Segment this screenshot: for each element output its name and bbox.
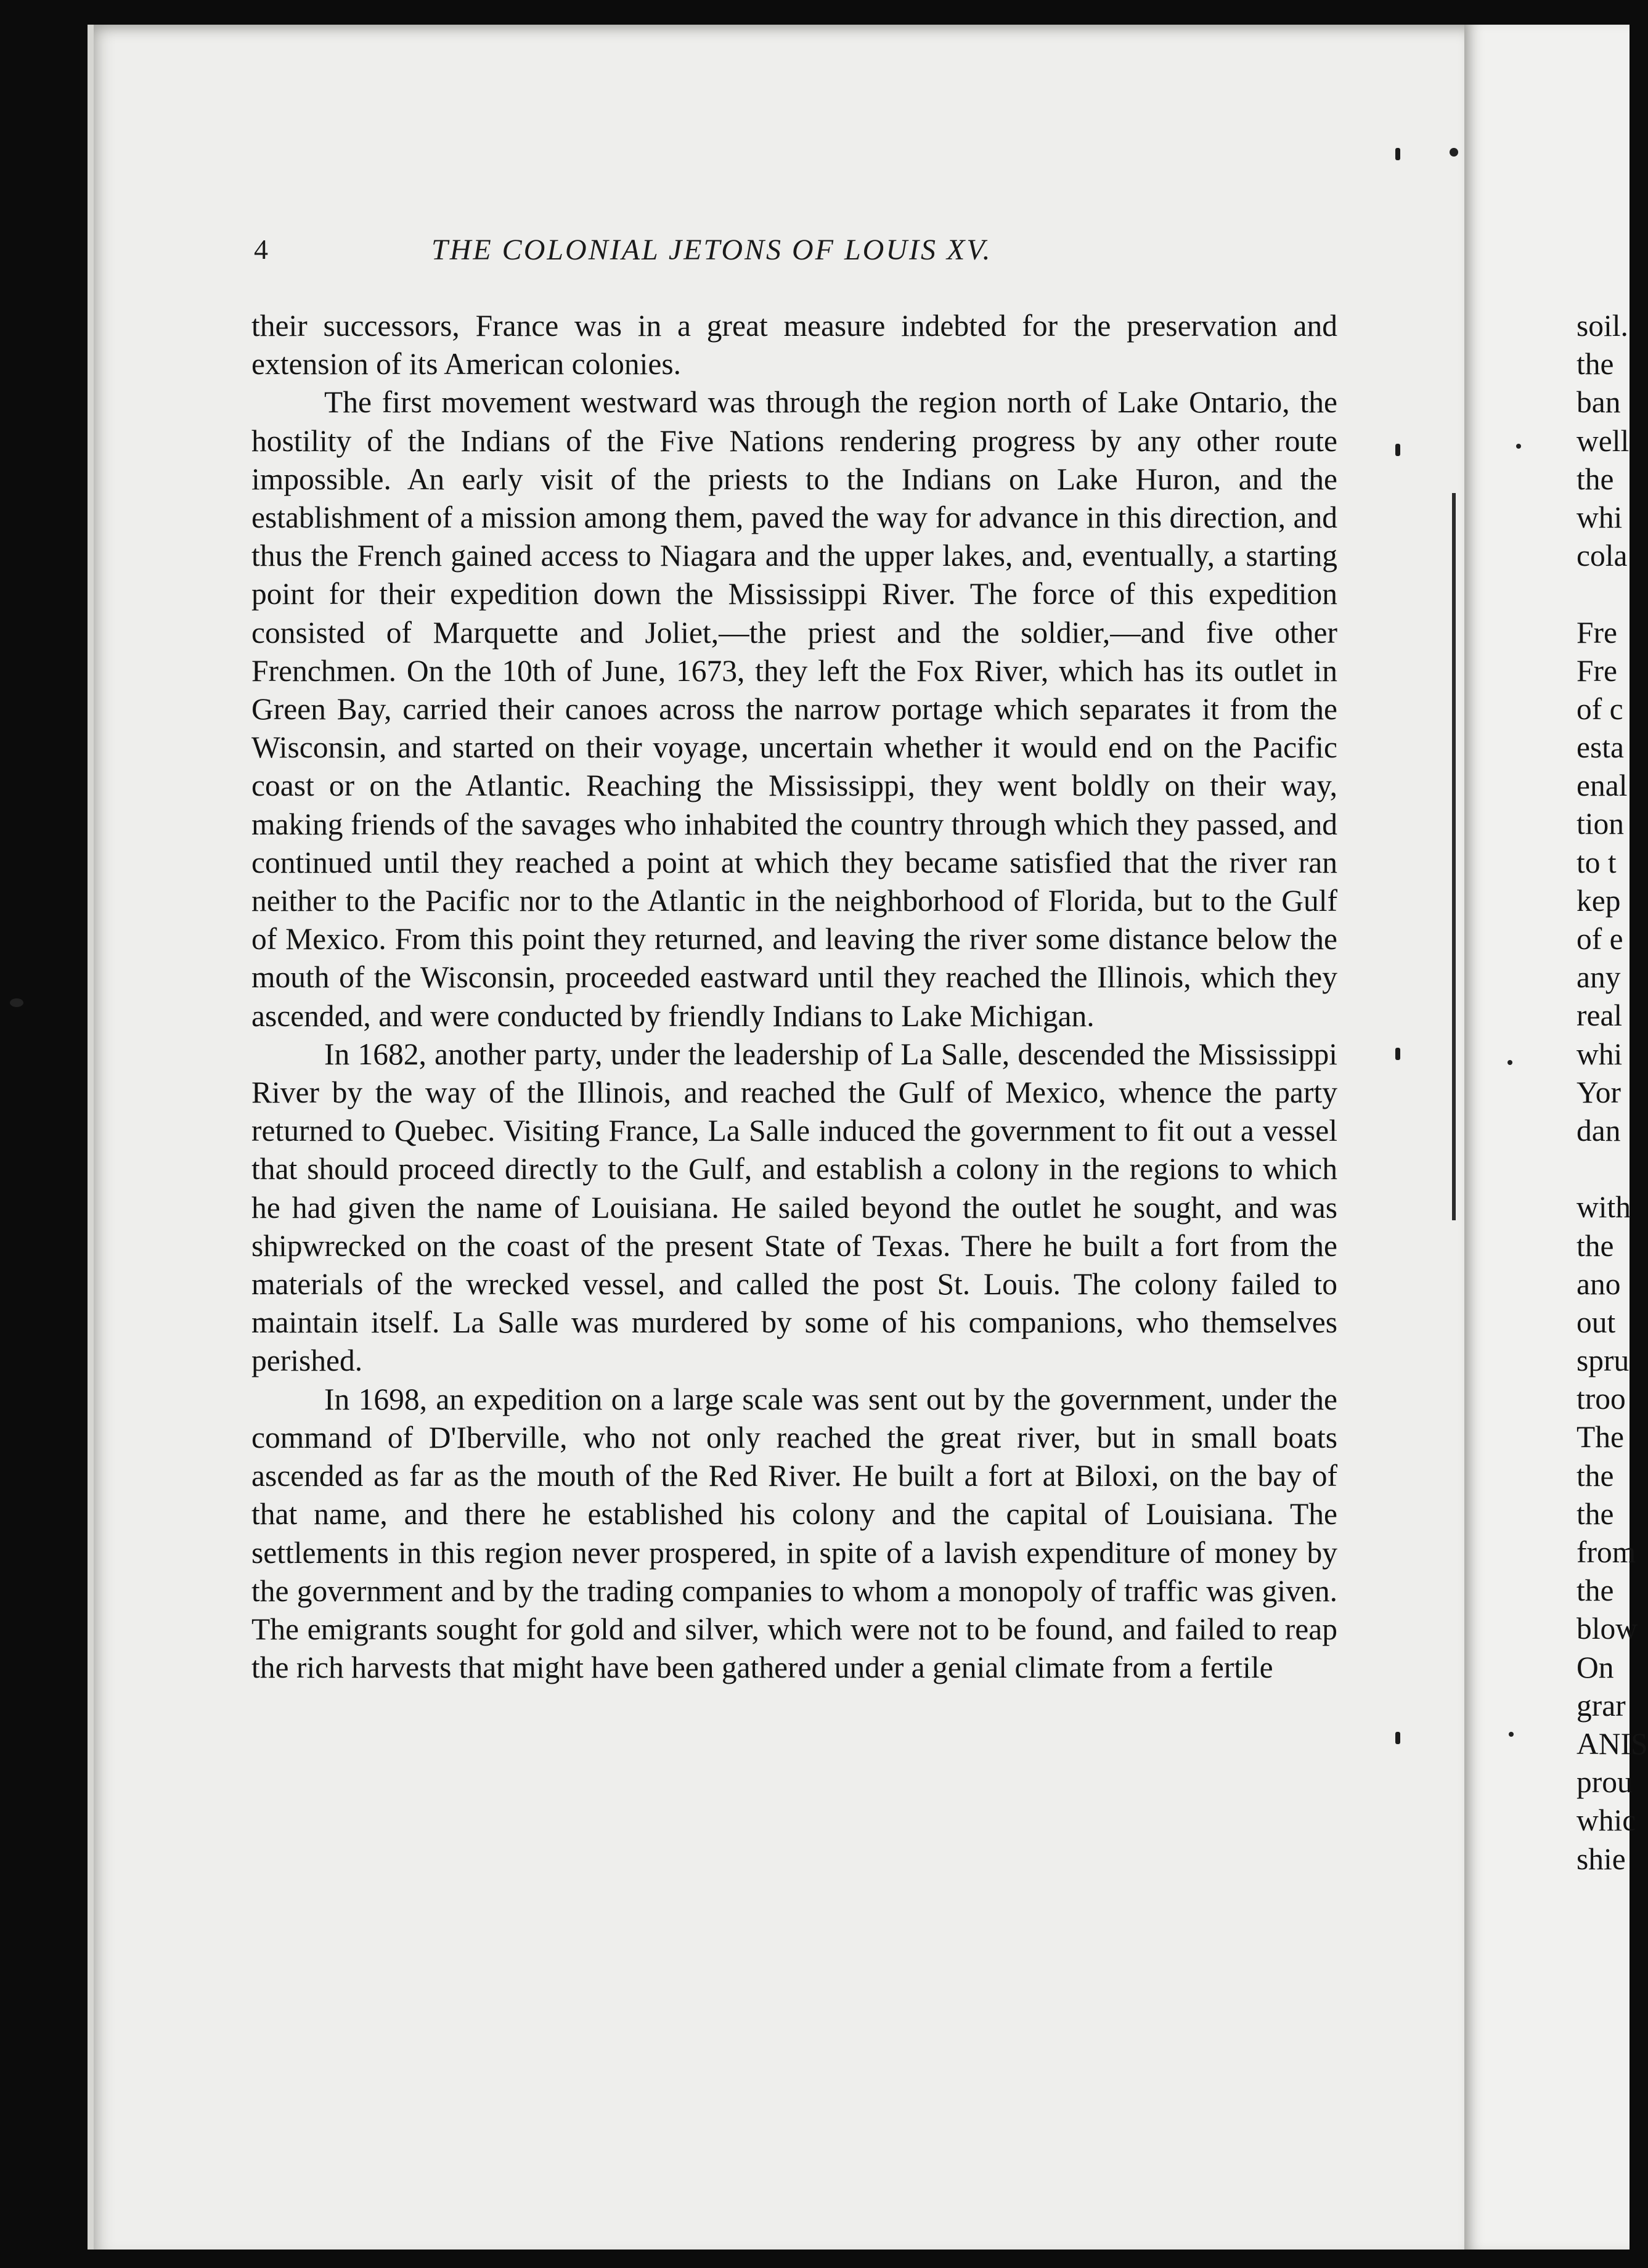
right-page-line: esta <box>1577 730 1624 765</box>
right-page-line: to t <box>1577 845 1617 879</box>
right-page-line: Fre <box>1577 653 1617 688</box>
right-page-line: troo <box>1577 1382 1626 1416</box>
right-page-line: any <box>1577 960 1621 995</box>
right-page-line: spru <box>1577 1344 1630 1378</box>
paragraph: their successors, France was in a great measure indebted for the preservation and extension of its American colonies. <box>251 309 1337 381</box>
right-page-line: the <box>1577 1458 1614 1493</box>
paragraph: In 1682, another party, under the leadership of La Salle, descended the Mississippi River by the way of the Illinois, and reached the Gulf of Mexico, whence the party returned to Quebec. Visiting France, La Salle induced the government to fit out a vessel that should proceed directly to the Gulf, and establish a colony in the regions to which he had given the name of Louisiana. He sailed beyond the outlet he sought, and was shipwrecked on the coast of the present State of Texas. There he built a fort from the materials of the wrecked vessel, and called the post St. Louis. The colony failed to maintain itself. La Salle was murdered by some of his companions, who themselves perished. <box>251 1037 1337 1378</box>
right-page-line: ANIS <box>1577 1726 1648 1761</box>
right-page-line: of c <box>1577 691 1623 726</box>
paragraph: The first movement westward was through the region north of Lake Ontario, the hostility of the Indians of the Five Nations rendering progress by any other route impossible. An early visit of the priests to the Indians on Lake Huron, and the establishment of a mission among them, paved the way for advance in this direction, and thus the French gained access to Niagara and the upper lakes, and, eventually, a starting point for their expedition down the Mississippi River. The force of this expedition consisted of Marquette and Joliet,—the priest and the soldier,—and five other Frenchmen. On the 10th of June, 1673, they left the Fox River, which has its outlet in Green Bay, carried their canoes across the narrow portage which separates it from the Wisconsin, and started on their voyage, uncertain whether it would end on the Pacific coast or on the Atlantic. Reaching the Mississippi, they went boldly on their way, making friends of the savages who inhabited the country through which they passed, and continued until they reached a point at which they became satisfied that the river ran neither to the Pacific nor to the Atlantic in the neighborhood of Florida, but to the Gulf of Mexico. From this point they returned, and leaving the river some distance below the mouth of the Wisconsin, proceeded eastward until they reached the Illinois, which they ascended, and were conducted by friendly Indians to Lake Michigan. <box>251 385 1337 1033</box>
right-page-line: with <box>1577 1190 1631 1225</box>
gutter-mark <box>1395 148 1400 160</box>
right-page-line: ano <box>1577 1267 1621 1301</box>
right-page-line: the <box>1577 1228 1614 1263</box>
gutter-mark <box>1395 444 1400 456</box>
right-page-line: the <box>1577 462 1614 496</box>
right-page-line <box>1577 1150 1632 1188</box>
right-page-line: The <box>1577 1420 1624 1454</box>
right-page-line: the <box>1577 347 1614 381</box>
right-page-line: enal <box>1577 769 1628 803</box>
running-head: THE COLONIAL JETONS OF LOUIS XV. <box>431 234 992 266</box>
right-page-line: whic <box>1577 1803 1636 1838</box>
gutter-mark <box>1395 1048 1400 1060</box>
right-page-line: the <box>1577 1496 1614 1531</box>
scan-speck <box>1516 444 1521 449</box>
right-page-line: prou <box>1577 1765 1633 1800</box>
binding-gutter <box>1452 493 1456 1220</box>
right-page-line: shie <box>1577 1842 1626 1876</box>
scan-speck <box>1507 1060 1512 1065</box>
right-page-line: well <box>1577 423 1630 458</box>
right-page-line: the <box>1577 1573 1614 1608</box>
right-page-line: whi <box>1577 500 1623 534</box>
right-page-line: of e <box>1577 922 1623 956</box>
scan-speck <box>10 998 23 1007</box>
right-page-line: dan <box>1577 1113 1621 1148</box>
scan-speck <box>1509 1732 1514 1737</box>
gutter-mark <box>1395 1732 1400 1744</box>
right-page-line: On <box>1577 1650 1614 1684</box>
right-page-line: out <box>1577 1305 1616 1339</box>
body-text <box>251 307 1337 1687</box>
right-page-line: whi <box>1577 1037 1623 1071</box>
scan-speck <box>1450 148 1458 157</box>
right-page-text <box>1577 307 1648 1878</box>
right-page-line: ban <box>1577 385 1621 420</box>
right-page-line: cola <box>1577 539 1628 573</box>
right-page-line: kep <box>1577 883 1621 918</box>
paragraph: In 1698, an expedition on a large scale was sent out by the government, under the command of D'Iberville, who not only reached the great river, but in small boats ascended as far as the mouth of the Red River. He built a fort at Biloxi, on the bay of that name, and there he established his colony and the capital of Louisiana. The settlements in this region never prospered, in spite of a lavish expenditure of money by the government and by the trading companies to whom a monopoly of traffic was given. The emigrants sought for gold and silver, which were not to be found, and failed to reap the rich harvests that might have been gathered under a genial climate from a fertile <box>251 1382 1337 1685</box>
right-page-line: from <box>1577 1535 1636 1569</box>
right-page-line: Fre <box>1577 615 1617 650</box>
right-page-line: grar <box>1577 1688 1626 1723</box>
right-page-line: soil. <box>1577 309 1628 343</box>
page-number: 4 <box>254 234 268 265</box>
right-page-line: Yor <box>1577 1075 1621 1109</box>
right-page-line: tion <box>1577 807 1625 841</box>
right-page-line <box>1577 575 1632 613</box>
right-page-line: blow <box>1577 1612 1638 1646</box>
right-page-line: real <box>1577 998 1623 1033</box>
